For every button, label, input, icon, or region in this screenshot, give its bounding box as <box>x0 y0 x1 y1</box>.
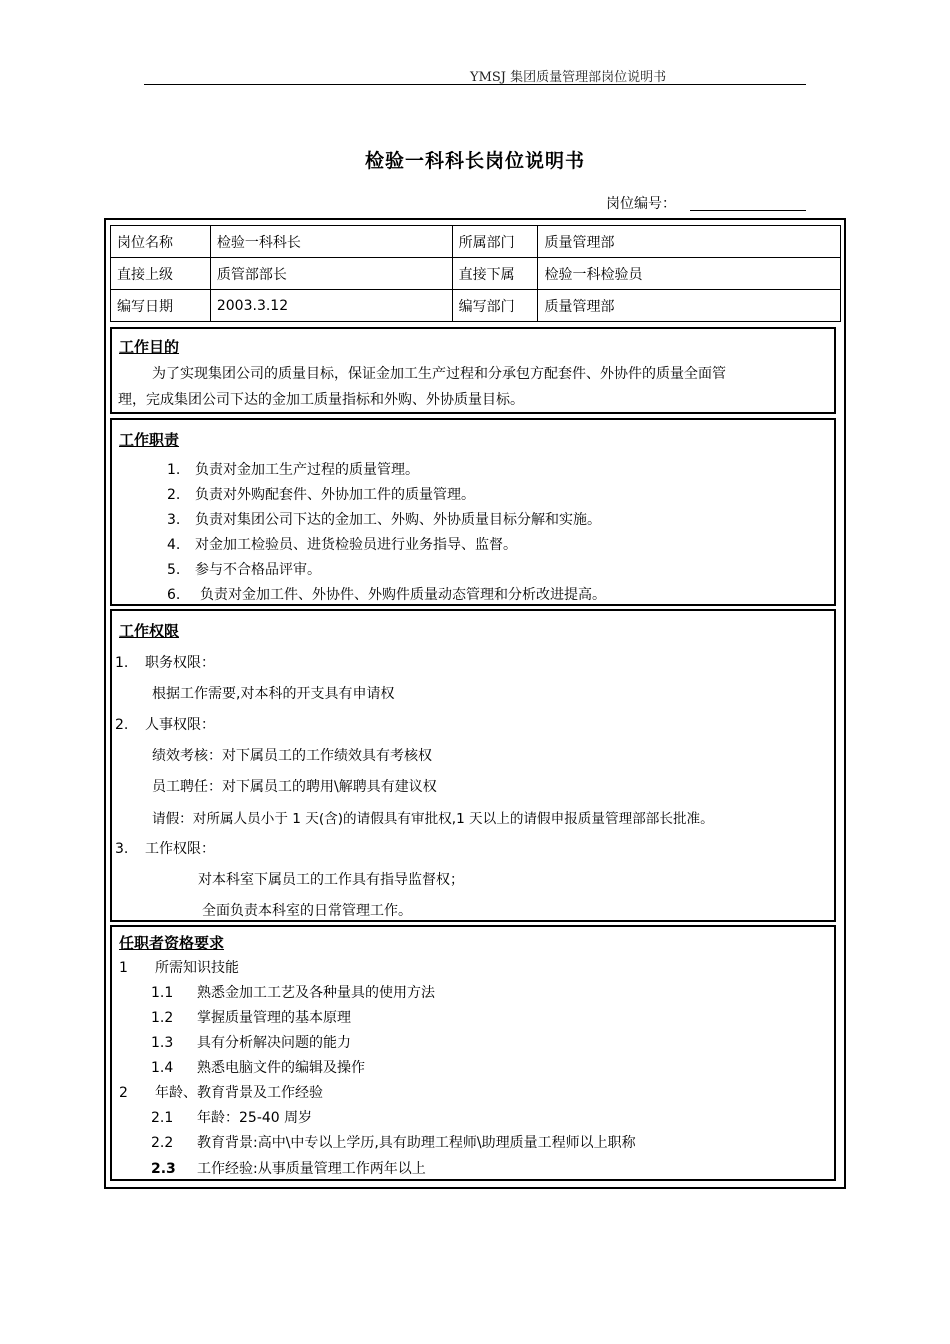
authority-line: 对本科室下属员工的工作具有指导监督权； <box>198 872 464 888</box>
duty-item: 1. 负责对金加工生产过程的质量管理。 <box>167 462 419 478</box>
table-row <box>111 290 841 322</box>
duty-item: 4. 对金加工检验员、进货检验员进行业务指导、监督。 <box>167 537 517 553</box>
qualification-item: 1.4 熟悉电脑文件的编辑及操作 <box>151 1060 365 1076</box>
qualification-heading-1: 1 所需知识技能 <box>119 960 239 976</box>
duty-item: 5. 参与不合格品评审。 <box>167 562 321 578</box>
work-purpose-line-1: 为了实现集团公司的质量目标，保证金加工生产过程和分承包方配套件、外协件的质量全面管 <box>152 366 726 382</box>
table-cell: 检验一科科长 <box>210 226 452 258</box>
authority-heading-1: 1. 职务权限： <box>115 655 215 671</box>
table-cell: 质量管理部 <box>538 290 841 322</box>
authority-heading-2: 2. 人事权限： <box>115 717 215 733</box>
duty-item: 6. 负责对金加工件、外协件、外购件质量动态管理和分析改进提高。 <box>167 587 606 603</box>
qualification-heading-2: 2 年龄、教育背景及工作经验 <box>119 1085 323 1101</box>
document-frame <box>104 218 846 1189</box>
page-header-text: YMSJ 集团质量管理部岗位说明书 <box>470 70 667 85</box>
qualification-item: 2.3 工作经验:从事质量管理工作两年以上 <box>151 1161 426 1177</box>
work-purpose-line-2: 理，完成集团公司下达的金加工质量指标和外购、外协质量目标。 <box>118 392 524 408</box>
table-cell: 质管部部长 <box>210 258 452 290</box>
authority-line: 根据工作需要,对本科的开支具有申请权 <box>152 686 395 702</box>
table-cell: 直接下属 <box>452 258 538 290</box>
qualification-item: 2.2 教育背景:高中\中专以上学历,具有助理工程师\助理质量工程师以上职称 <box>151 1135 636 1151</box>
authority-line: 员工聘任：对下属员工的聘用\解聘具有建议权 <box>152 779 437 795</box>
table-cell: 编写日期 <box>111 290 211 322</box>
work-duties-section <box>110 418 836 606</box>
document-title: 检验一科科长岗位说明书 <box>364 150 585 172</box>
qualification-item: 1.1 熟悉金加工工艺及各种量具的使用方法 <box>151 985 435 1001</box>
qualification-item: 1.3 具有分析解决问题的能力 <box>151 1035 351 1051</box>
post-info-table <box>110 225 841 322</box>
work-purpose-title: 工作目的 <box>119 338 180 356</box>
duty-item: 2. 负责对外购配套件、外协加工件的质量管理。 <box>167 487 475 503</box>
authority-line: 绩效考核：对下属员工的工作绩效具有考核权 <box>152 748 432 764</box>
authority-line: 全面负责本科室的日常管理工作。 <box>202 903 412 919</box>
table-cell: 质量管理部 <box>538 226 841 258</box>
work-duties-title: 工作职责 <box>119 431 180 449</box>
qualification-item: 2.1 年龄：25-40 周岁 <box>151 1110 313 1126</box>
table-cell: 编写部门 <box>452 290 538 322</box>
post-number-blank-line <box>690 210 806 211</box>
table-cell: 直接上级 <box>111 258 211 290</box>
table-cell: 检验一科检验员 <box>538 258 841 290</box>
authority-line: 请假：对所属人员小于 1 天(含)的请假具有审批权,1 天以上的请假申报质量管理部部长批准。 <box>152 811 714 827</box>
header-rule <box>144 84 806 85</box>
post-number-label: 岗位编号： <box>606 196 676 212</box>
authority-heading-3: 3. 工作权限： <box>115 841 215 857</box>
table-row <box>111 226 841 258</box>
table-cell: 2003.3.12 <box>210 290 452 322</box>
table-cell: 岗位名称 <box>111 226 211 258</box>
duty-item: 3. 负责对集团公司下达的金加工、外购、外协质量目标分解和实施。 <box>167 512 601 528</box>
qualifications-section <box>110 925 836 1181</box>
work-purpose-section <box>110 327 836 414</box>
qualifications-title: 任职者资格要求 <box>119 934 225 952</box>
table-row <box>111 258 841 290</box>
qualification-item: 1.2 掌握质量管理的基本原理 <box>151 1010 351 1026</box>
work-authority-section <box>110 609 836 922</box>
table-cell: 所属部门 <box>452 226 538 258</box>
work-authority-title: 工作权限 <box>119 622 180 640</box>
